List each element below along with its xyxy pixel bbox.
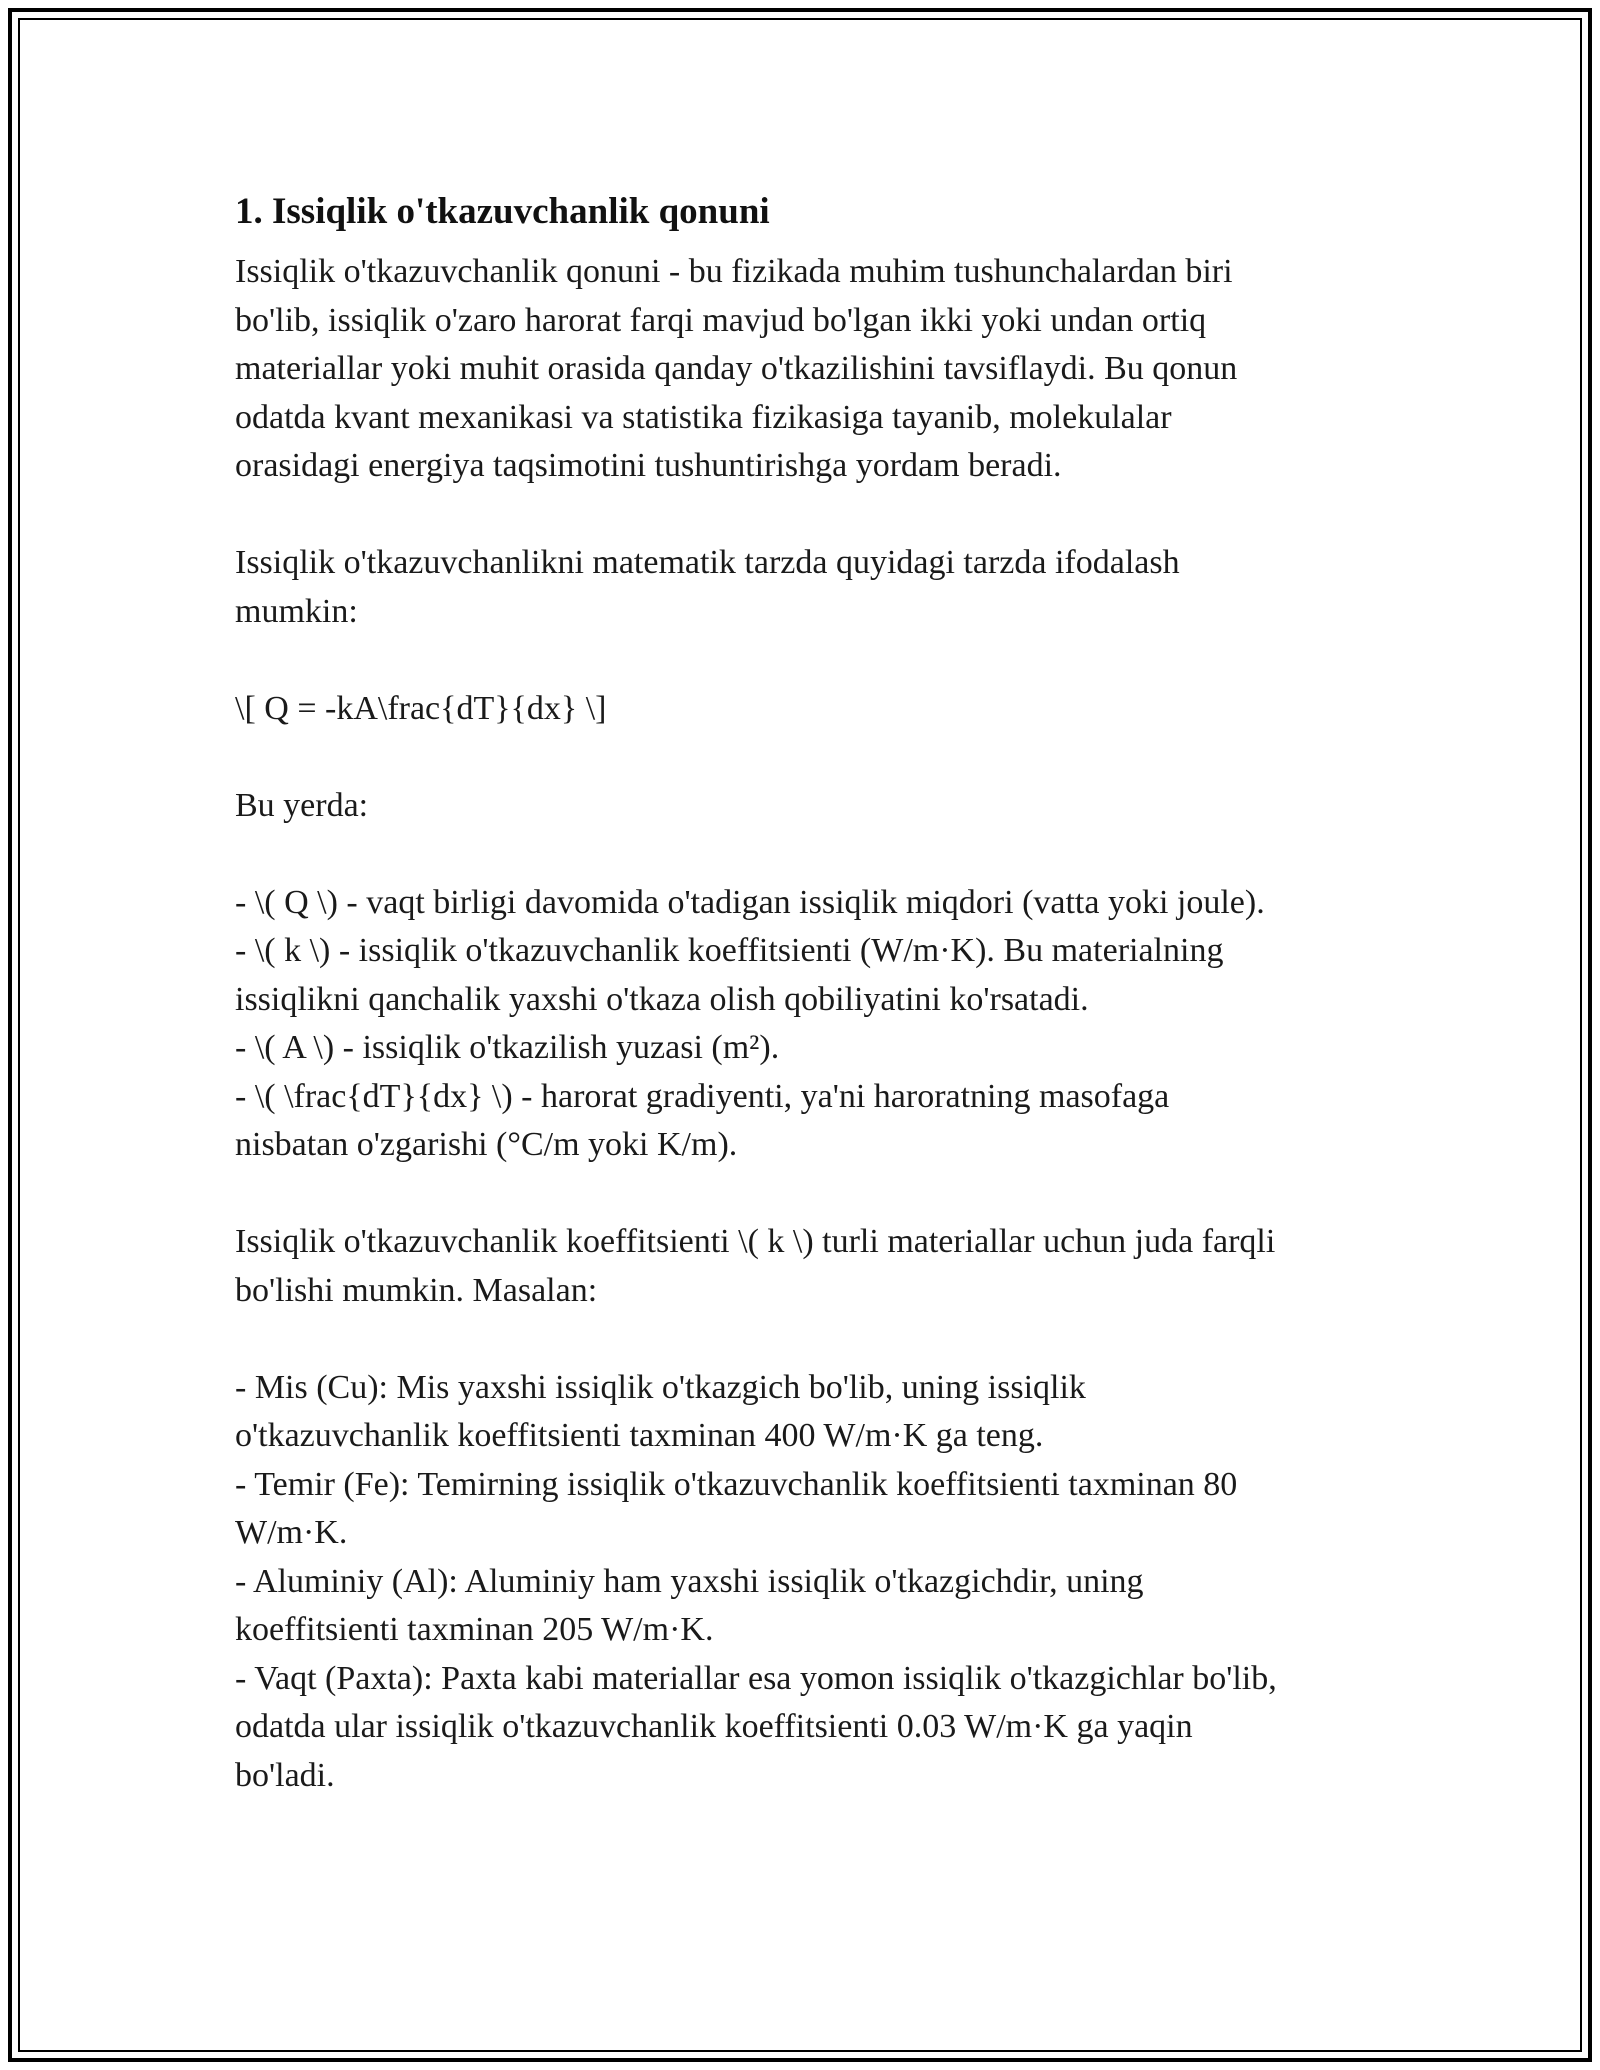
coefficient-paragraph (235, 1218, 1375, 1315)
example-line: - Mis (Cu): Mis yaxshi issiqlik o'tkazgich bo'lib, uning issiqlik (235, 1368, 1086, 1406)
definitions-list (235, 879, 1375, 1170)
example-line: W/m·K. (235, 1514, 348, 1551)
text-line: mumkin: (235, 592, 358, 630)
intro-paragraph (235, 248, 1375, 491)
document-body (235, 188, 1375, 1800)
text-line: bo'lishi mumkin. Masalan: (235, 1271, 598, 1309)
example-line: koeffitsienti taxminan 205 W/m·K. (235, 1611, 714, 1648)
formula-intro-paragraph (235, 539, 1375, 636)
where-label (235, 782, 1375, 831)
formula-text: \[ Q = -kA\frac{dT}{dx} \] (235, 689, 607, 727)
text-line: Issiqlik o'tkazuvchanlik qonuni - bu fizikada muhim tushunchalardan biri (235, 253, 1233, 290)
example-line: - Vaqt (Paxta): Paxta kabi materiallar esa yomon issiqlik o'tkazgichlar bo'lib, (235, 1659, 1277, 1697)
example-line: odatda ular issiqlik o'tkazuvchanlik koeffitsienti 0.03 W/m·K ga yaqin (235, 1708, 1193, 1745)
example-line: bo'ladi. (235, 1756, 335, 1794)
text-line: Issiqlik o'tkazuvchanlikni matematik tarzda quyidagi tarzda ifodalash (235, 544, 1180, 581)
text-line: orasidagi energiya taqsimotini tushuntirishga yordam beradi. (235, 447, 1062, 484)
examples-list (235, 1364, 1375, 1801)
definition-line: nisbatan o'zgarishi (°C/m yoki K/m). (235, 1126, 738, 1163)
example-line: o'tkazuvchanlik koeffitsienti taxminan 400 W/m·K ga teng. (235, 1417, 1044, 1454)
example-line: - Aluminiy (Al): Aluminiy ham yaxshi issiqlik o'tkazgichdir, uning (235, 1562, 1144, 1600)
formula (235, 685, 1375, 734)
text-line: odatda kvant mexanikasi va statistika fizikasiga tayanib, molekulalar (235, 398, 1172, 436)
definition-line: - \( k \) - issiqlik o'tkazuvchanlik koeffitsienti (W/m·K). Bu materialning (235, 932, 1224, 969)
example-line: - Temir (Fe): Temirning issiqlik o'tkazuvchanlik koeffitsienti taxminan 80 (235, 1465, 1238, 1503)
definition-line: - \( Q \) - vaqt birligi davomida o'tadigan issiqlik miqdori (vatta yoki joule). (235, 883, 1265, 921)
definition-line: - \( A \) - issiqlik o'tkazilish yuzasi (m²). (235, 1029, 780, 1066)
section-heading: 1. Issiqlik o'tkazuvchanlik qonuni (235, 191, 770, 232)
text-line: materiallar yoki muhit orasida qanday o'tkazilishini tavsiflaydi. Bu qonun (235, 350, 1238, 387)
definition-line: issiqlikni qanchalik yaxshi o'tkaza olish qobiliyatini ko'rsatadi. (235, 980, 1089, 1018)
text-line: bo'lib, issiqlik o'zaro harorat farqi mavjud bo'lgan ikki yoki undan ortiq (235, 301, 1207, 339)
text-line: Issiqlik o'tkazuvchanlik koeffitsienti \( k \) turli materiallar uchun juda farqli (235, 1223, 1276, 1260)
definition-line: - \( \frac{dT}{dx} \) - harorat gradiyenti, ya'ni haroratning masofaga (235, 1077, 1170, 1115)
text-line: Bu yerda: (235, 786, 369, 824)
